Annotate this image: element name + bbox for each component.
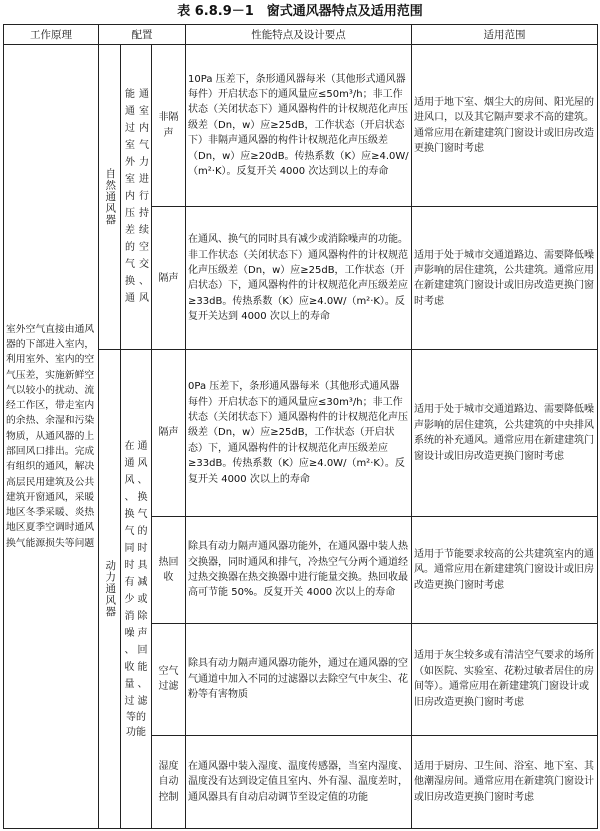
description-char: 通	[125, 106, 135, 118]
header-row	[4, 25, 598, 45]
description-char: 、	[139, 276, 149, 288]
description-char: 室	[125, 140, 135, 152]
scope-cell: 适用于处于城市交通道路边、需要降低噪声影响的居住建筑，公共建筑的中央排风系统的补充通风。通常应用在新建建筑门窗设计或旧房改造更换门窗时考虑	[412, 350, 598, 517]
description-char: 通	[124, 458, 135, 470]
natural-description	[121, 44, 152, 350]
scope-cell: 适用于节能要求较高的公共建筑室内的通风。通常应用在新建建筑门窗设计或旧房改造更换门窗时考虑	[412, 517, 598, 624]
description-char: 的	[125, 242, 135, 254]
description-char: 、	[137, 475, 148, 487]
description-char: 的	[137, 526, 148, 538]
description-char: 换	[124, 509, 135, 521]
description-char: 风	[124, 475, 135, 487]
powered-description-tail: 等的功能	[126, 712, 146, 739]
description-char: 收	[124, 662, 135, 674]
description-char: 、	[124, 492, 135, 504]
description-char: 持	[139, 208, 149, 220]
scope-cell: 适用于灰尘较多或有清洁空气要求的场所（如医院、实验室、花粉过敏者居住的房间等）。通常应用在新建建筑门窗设计或旧房改造更换门窗时考虑	[412, 623, 598, 735]
description-char: 气	[137, 509, 148, 521]
header-features: 性能特点及设计要点	[186, 25, 412, 45]
working-principle: 室外空气直接由通风器的下部进入室内，利用室外、室内的空气压差，实施新鲜空气以较小的扰动、流经工作区，带走室内的余热、余湿和污染物质，从通风器的上部回风口排出。完成有组织的通风，解决高层民用建筑及公共建筑开窗通风，采暖地区冬季采暖、炎热地区夏季空调时通风换气能源损失等问题	[4, 44, 99, 828]
description-char: 通	[125, 293, 135, 305]
description-char: 气	[124, 526, 135, 538]
description-char: 消	[124, 611, 135, 623]
description-char: 换	[125, 276, 135, 288]
features-cell: 除具有动力隔声通风器功能外，在通风器中装人热交换器，同时通风和排气，冷热空气分两个通道经过热交换器在热交换器中进行能量交换。热回收最高可节能 50%。反复开关 4000 次以上的寿命	[186, 517, 412, 624]
header-scope: 适用范围	[412, 25, 598, 45]
table-row	[4, 44, 598, 207]
description-char: 进	[139, 174, 149, 186]
description-char: 行	[139, 191, 149, 203]
description-char: 通	[139, 89, 149, 101]
description-char: 时	[124, 560, 135, 572]
natural-category: 自然通风器	[99, 44, 121, 350]
description-char: 压	[125, 208, 135, 220]
description-char: 风	[137, 458, 148, 470]
description-char: 能	[125, 89, 135, 101]
config-type: 空气过滤	[152, 623, 186, 735]
description-char: 空	[139, 242, 149, 254]
config-type: 湿度自动控制	[152, 735, 186, 828]
description-char: 同	[124, 543, 135, 555]
description-char: 声	[137, 628, 148, 640]
description-char: 或	[137, 594, 148, 606]
description-char: 交	[139, 259, 149, 271]
description-char: 续	[139, 225, 149, 237]
features-cell: 在通风器中装入湿度、温度传感器，当室内湿度、温度没有达到设定值且室内、外有湿、温度差时，通风器具有自动启动调节至设定值的功能	[186, 735, 412, 828]
features-cell: 10Pa 压差下，条形通风器每米（其他形式通风器每件）开启状态下的通风量应≤50m³/h；非工作状态（关闭状态下）通风器构件的计权规范化声压级差（Dn，w）应≥25dB，工作状态（开启状态下）非隔声通风器的构件计权规范化声压级差（Dn，w）应≥20dB。传热系数（K）应≥4.0W/（m²·K）。反复开关 4000 次达到以上的寿命	[186, 44, 412, 207]
description-char: 具	[137, 560, 148, 572]
table-title: 表 6.8.9－1 窗式通风器特点及适用范围	[177, 4, 423, 19]
description-char: 、	[137, 679, 148, 691]
description-char: 风	[139, 293, 149, 305]
description-char: 有	[124, 577, 135, 589]
description-char: 除	[137, 611, 148, 623]
description-char: 、	[124, 645, 135, 657]
description-char: 少	[124, 594, 135, 606]
header-principle: 工作原理	[4, 25, 99, 45]
description-char: 外	[125, 157, 135, 169]
description-char: 室	[139, 106, 149, 118]
description-char: 换	[137, 492, 148, 504]
config-type: 非隔声	[152, 44, 186, 207]
powered-category: 动力通风器	[99, 350, 121, 829]
config-type: 隔声	[152, 350, 186, 517]
scope-cell: 适用于地下室、烟尘大的房间、阳光屋的进风口，以及其它隔声要求不高的建筑。通常应用在新建建筑门窗设计或旧房改造更换门窗时考虑	[412, 44, 598, 207]
description-char: 在	[124, 441, 135, 453]
description-char: 过	[125, 123, 135, 135]
config-type: 隔声	[152, 207, 186, 350]
description-char: 差	[125, 225, 135, 237]
description-char: 时	[137, 543, 148, 555]
scope-cell: 适用于处于城市交通道路边、需要降低噪声影响的居住建筑，公共建筑。通常应用在新建建筑门窗设计或旧房改造更换门窗时考虑	[412, 207, 598, 350]
description-char: 过	[124, 696, 135, 708]
features-cell: 0Pa 压差下，条形通风器每米（其他形式通风器每件）开启状态下的通风量应≤30m³/h；非工作状态（关闭状态下）通风器构件的计权规范化声压级差（Dn，w）应≥25dB，工作状态（开启状态）下，通风器构件的计权规范化声压级差应≥33dB。传热系数（K）应≥4.0W/（m²·K）。反复开关 4000 次以上的寿命	[186, 350, 412, 517]
description-char: 气	[125, 259, 135, 271]
config-type: 热回收	[152, 517, 186, 624]
description-char: 能	[137, 662, 148, 674]
header-config: 配置	[99, 25, 186, 45]
features-cell: 在通风、换气的同时具有减少或消除噪声的功能。非工作状态（关闭状态下）通风器构件的计权规范化声压级差（Dn，w）应≥25dB，工作状态（开启状态）下，通风器构件的计权规范化声压级差应≥33dB。传热系数（K）应≥4.0W/（m²·K）。反复开关达到 4000 次以上的寿命	[186, 207, 412, 350]
description-char: 内	[125, 191, 135, 203]
scope-cell: 适用于厨房、卫生间、浴室、地下室、其他潮湿房间。通常应用在新建筑门窗设计或旧房改造更换门窗时考虑	[412, 735, 598, 828]
features-cell: 除具有动力隔声通风器功能外，通过在通风器的空气通道中加入不同的过滤器以去除空气中灰尘、花粉等有害物质	[186, 623, 412, 735]
description-char: 力	[139, 157, 149, 169]
description-char: 气	[139, 140, 149, 152]
ventilator-table	[3, 24, 598, 829]
description-char: 减	[137, 577, 148, 589]
description-char: 量	[124, 679, 135, 691]
description-char: 通	[137, 441, 148, 453]
description-char: 噪	[124, 628, 135, 640]
description-char: 室	[125, 174, 135, 186]
description-char: 滤	[137, 696, 148, 708]
description-char: 内	[139, 123, 149, 135]
description-char: 回	[137, 645, 148, 657]
powered-description	[121, 350, 152, 829]
